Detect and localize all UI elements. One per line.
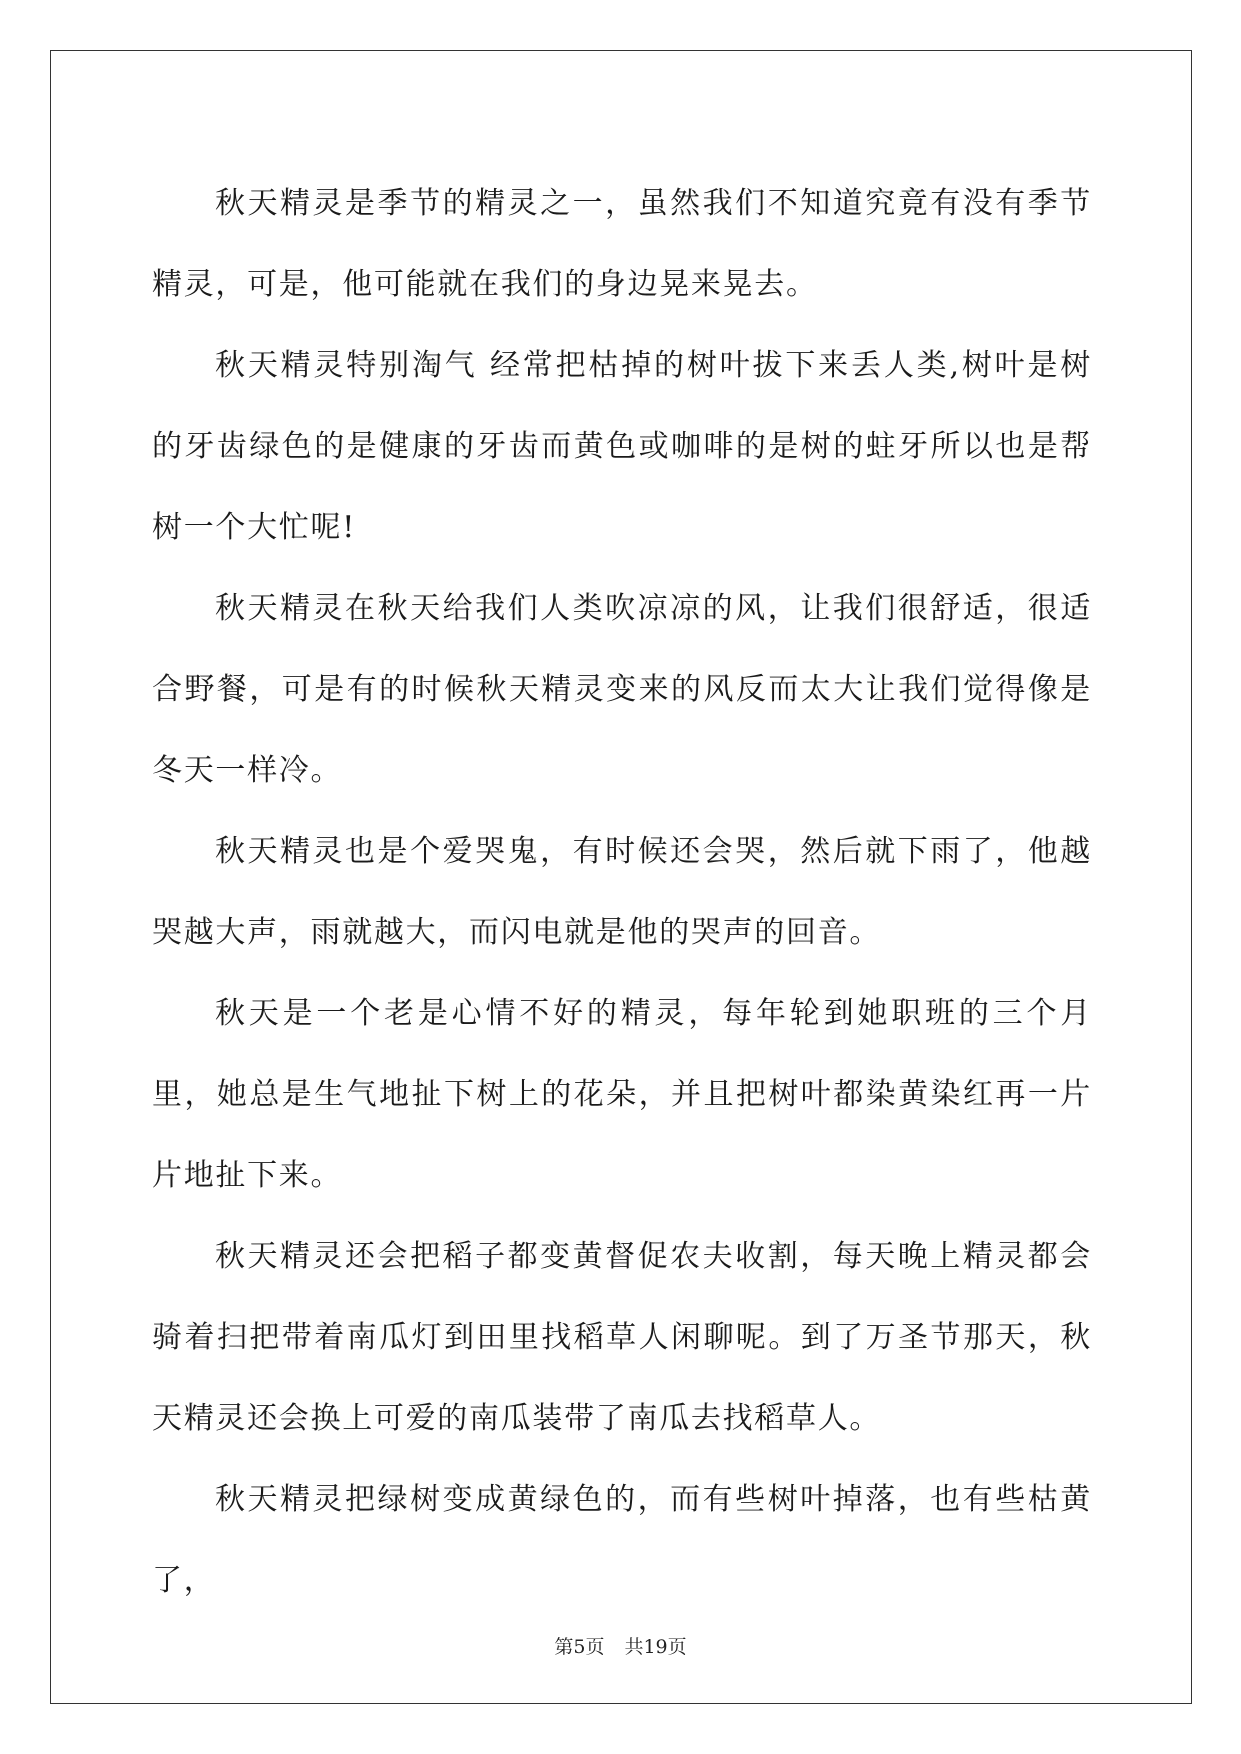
paragraph: 秋天是一个老是心情不好的精灵，每年轮到她职班的三个月里，她总是生气地扯下树上的花朵，并且把树叶都染黄染红再一片片地扯下来。 (152, 996, 1092, 1193)
document-body (152, 163, 1092, 1621)
page-footer (0, 1635, 1241, 1659)
paragraph: 秋天精灵也是个爱哭鬼，有时候还会哭，然后就下雨了，他越哭越大声，雨就越大，而闪电就是他的哭声的回音。 (152, 834, 1092, 950)
paragraph: 秋天精灵是季节的精灵之一，虽然我们不知道究竟有没有季节精灵，可是，他可能就在我们的身边晃来晃去。 (152, 186, 1092, 302)
paragraph: 秋天精灵在秋天给我们人类吹凉凉的风，让我们很舒适，很适合野餐，可是有的时候秋天精灵变来的风反而太大让我们觉得像是冬天一样冷。 (152, 591, 1092, 788)
paragraph: 秋天精灵还会把稻子都变黄督促农夫收割，每天晚上精灵都会骑着扫把带着南瓜灯到田里找稻草人闲聊呢。到了万圣节那天，秋天精灵还会换上可爱的南瓜装带了南瓜去找稻草人。 (152, 1239, 1092, 1436)
page-total: 共19页 (624, 1636, 687, 1658)
page-number: 第5页 (554, 1636, 605, 1658)
paragraph: 秋天精灵把绿树变成黄绿色的，而有些树叶掉落，也有些枯黄了， (152, 1482, 1092, 1598)
paragraph: 秋天精灵特别淘气 经常把枯掉的树叶拔下来丢人类,树叶是树的牙齿绿色的是健康的牙齿而黄色或咖啡的是树的蛀牙所以也是帮树一个大忙呢! (152, 348, 1092, 545)
